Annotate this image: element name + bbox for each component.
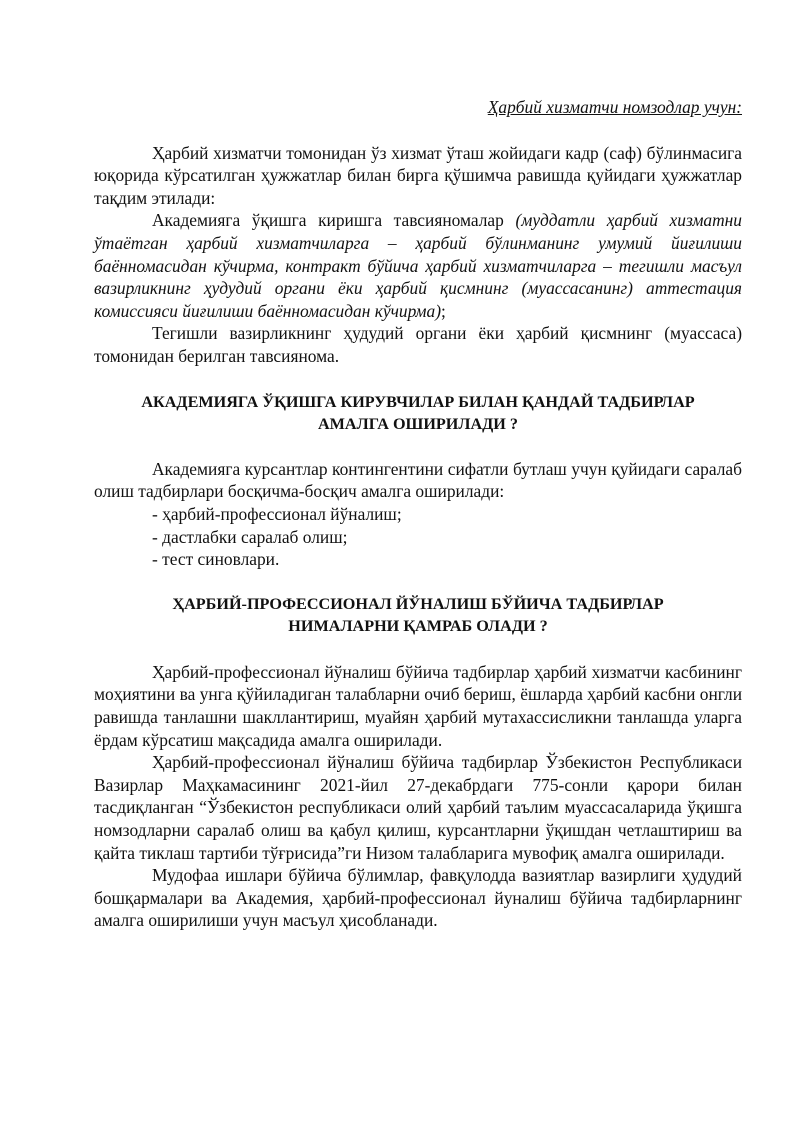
candidates-heading: Ҳарбий хизматчи номзодлар учун:: [487, 97, 742, 117]
section-1-title: [94, 391, 742, 436]
intro-paragraph-3: Тегишли вазирликнинг ҳудудий органи ёки ҳарбий қисмнинг (муассаса) томонидан берилган тавсиянома.: [94, 323, 742, 366]
section-2-paragraph-3: Мудофаа ишлари бўйича бўлимлар, фавқулодда вазиятлар вазирлиги ҳудудий бошқармалари ва Академия, ҳарбий-профессионал йуналиш бўйича тадбирларнинг амалга оширилиши учун масъул ҳисобланади.: [94, 865, 742, 931]
list-item: - дастлабки саралаб олиш;: [152, 526, 348, 547]
section-2-title-line-1: ҲАРБИЙ-ПРОФЕССИОНАЛ ЙЎНАЛИШ БЎЙИЧА ТАДБИРЛАР: [172, 594, 664, 613]
section-2-title-line-2: НИМАЛАРНИ ҚАМРАБ ОЛАДИ ?: [288, 617, 548, 636]
section-1-paragraph: Академияга курсантлар контингентини сифатли бутлаш учун қуйидаги саралаб олиш тадбирлари босқичма-босқич амалга оширилади:: [94, 458, 742, 502]
document-page: [94, 96, 742, 932]
list-item: - тест синовлари.: [152, 549, 280, 570]
list-item: - ҳарбий-профессионал йўналиш;: [152, 503, 402, 524]
intro-paragraph-1: Ҳарбий хизматчи томонидан ўз хизмат ўташ жойидаги кадр (саф) бўлинмасига юқорида кўрсатилган ҳужжатлар билан бирга қўшимча равишда қуйидаги ҳужжатлар тақдим этилади:: [94, 142, 742, 208]
intro-paragraph-2-end: ;: [440, 300, 446, 321]
section-1-title-line-2: АМАЛГА ОШИРИЛАДИ ?: [317, 415, 519, 434]
selection-steps-list: [94, 503, 742, 571]
section-2-paragraph-1: Ҳарбий-профессионал йўналиш бўйича тадбирлар ҳарбий хизматчи касбининг моҳиятини ва унга қўйиладиган талабларни очиб бериш, ёшларда ҳарбий касбни онгли равишда танлашни шакллантириш, муайян ҳарбий мутахассисликни танлашда уларга ёрдам кўрсатиш мақсадида амалга оширилади.: [94, 661, 742, 750]
intro-paragraph-2-italic: (муддатли ҳарбий хизматни ўтаётган ҳарбий хизматчиларга – ҳарбий бўлинманинг умумий йиғилиши баённомасидан кўчирма, контракт бўйича ҳарбий хизматчиларга – тегишли масъул вазирликнинг ҳудудий органи ёки ҳарбий қисмнинг (муассасанинг) аттестация комиссияси йиғилиши баённомасидан кўчирма): [94, 210, 742, 321]
section-2-title: [94, 593, 742, 638]
intro-paragraph-2: [94, 209, 742, 322]
intro-paragraph-2-text: Академияга ўқишга киришга тавсияномалар: [152, 210, 516, 231]
section-1-title-line-1: АКАДЕМИЯГА ЎҚИШГА КИРУВЧИЛАР БИЛАН ҚАНДАЙ ТАДБИРЛАР: [141, 392, 695, 411]
section-2-paragraph-2: Ҳарбий-профессионал йўналиш бўйича тадбирлар Ўзбекистон Республикаси Вазирлар Маҳкамасининг 2021-йил 27-декабрдаги 775-сонли қарори билан тасдиқланган “Ўзбекистон республикаси олий ҳарбий таълим муассасаларида ўқишга номзодларни саралаб олиш ва қабул қилиш, курсантларни ўқишдан четлаштириш ва қайта тиклаш тартиби тўғрисида”ги Низом талабларига мувофиқ амалга оширилади.: [94, 752, 742, 863]
